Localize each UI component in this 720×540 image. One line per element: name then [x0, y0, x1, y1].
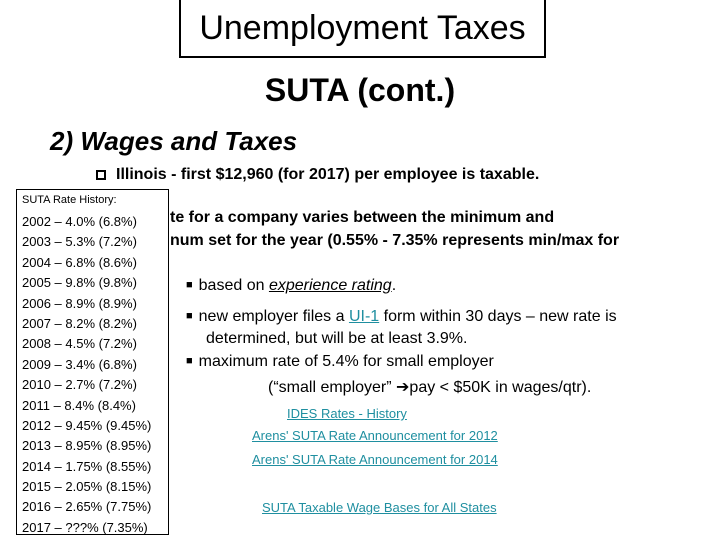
- arens-2014-link[interactable]: Arens' SUTA Rate Announcement for 2014: [252, 452, 498, 467]
- arrow-right-icon: ➔: [396, 379, 410, 396]
- slide-subtitle: SUTA (cont.): [264, 72, 456, 108]
- small-employer-prefix: (“small employer”: [268, 379, 397, 396]
- new-employer-prefix: new employer files a: [198, 308, 349, 325]
- arens-2012-link[interactable]: Arens' SUTA Rate Announcement for 2012: [252, 428, 498, 443]
- rate-history-heading: SUTA Rate History:: [22, 194, 117, 206]
- ui1-form-link[interactable]: UI-1: [348, 308, 380, 325]
- rate-history-item: 2007 – 8.2% (8.2%): [22, 315, 137, 331]
- rate-history-item: 2010 – 2.7% (7.2%): [22, 377, 137, 393]
- square-bullet-icon: ■: [186, 355, 193, 367]
- illinois-bullet-text: Illinois - first $12,960 (for 2017) per employee is taxable.: [116, 166, 540, 183]
- wage-bases-link[interactable]: SUTA Taxable Wage Bases for All States: [262, 500, 497, 515]
- section-heading: 2) Wages and Taxes: [50, 126, 298, 156]
- rate-history-item: 2014 – 1.75% (8.55%): [22, 458, 152, 474]
- max-rate-bullet: [186, 353, 494, 371]
- new-employer-bullet: [186, 308, 617, 326]
- new-employer-suffix: form within 30 days – new rate is: [379, 308, 617, 325]
- rate-history-item: 2005 – 9.8% (9.8%): [22, 275, 137, 291]
- rate-history-item: 2002 – 4.0% (6.8%): [22, 214, 137, 229]
- new-employer-line-2: determined, but will be at least 3.9%.: [206, 330, 468, 347]
- small-employer-suffix: pay < $50K in wages/qtr).: [409, 379, 592, 396]
- square-bullet-icon: ■: [186, 279, 193, 291]
- rate-history-item: 2004 – 6.8% (8.6%): [22, 254, 137, 270]
- ides-rates-history-link[interactable]: IDES Rates - History: [287, 406, 407, 421]
- rate-history-item: 2016 – 2.65% (7.75%): [22, 499, 152, 515]
- rate-history-item: 2009 – 3.4% (6.8%): [22, 356, 137, 372]
- experience-suffix: .: [391, 277, 397, 294]
- slide-title-text: Unemployment Taxes: [199, 8, 526, 47]
- slide-title: [179, 0, 546, 58]
- rate-history-item: 2015 – 2.05% (8.15%): [22, 479, 152, 495]
- rate-line-1: te for a company varies between the minimum and: [170, 209, 555, 226]
- max-rate-text: maximum rate of 5.4% for small employer: [198, 353, 494, 370]
- square-bullet-icon: ■: [186, 310, 193, 322]
- rate-history-item: 2011 – 8.4% (8.4%): [22, 397, 136, 413]
- rate-history-item: 2012 – 9.45% (9.45%): [22, 417, 152, 433]
- rate-history-box: [16, 189, 169, 535]
- checkbox-bullet-icon: [96, 170, 106, 180]
- rate-history-item: 2017 – ???% (7.35%): [22, 519, 148, 535]
- rate-history-item: 2003 – 5.3% (7.2%): [22, 234, 137, 250]
- rate-line-2: num set for the year (0.55% - 7.35% represents min/max for: [170, 232, 620, 249]
- rate-history-item: 2013 – 8.95% (8.95%): [22, 438, 152, 454]
- rate-history-item: 2008 – 4.5% (7.2%): [22, 336, 137, 352]
- small-employer-note: [268, 377, 591, 397]
- experience-rating-bullet: [186, 277, 396, 295]
- rate-history-list: [17, 210, 168, 538]
- rate-history-item: 2006 – 8.9% (8.9%): [22, 295, 137, 311]
- experience-rating-text: experience rating: [268, 277, 392, 294]
- illinois-bullet: [96, 166, 539, 184]
- experience-prefix: based on: [198, 277, 269, 294]
